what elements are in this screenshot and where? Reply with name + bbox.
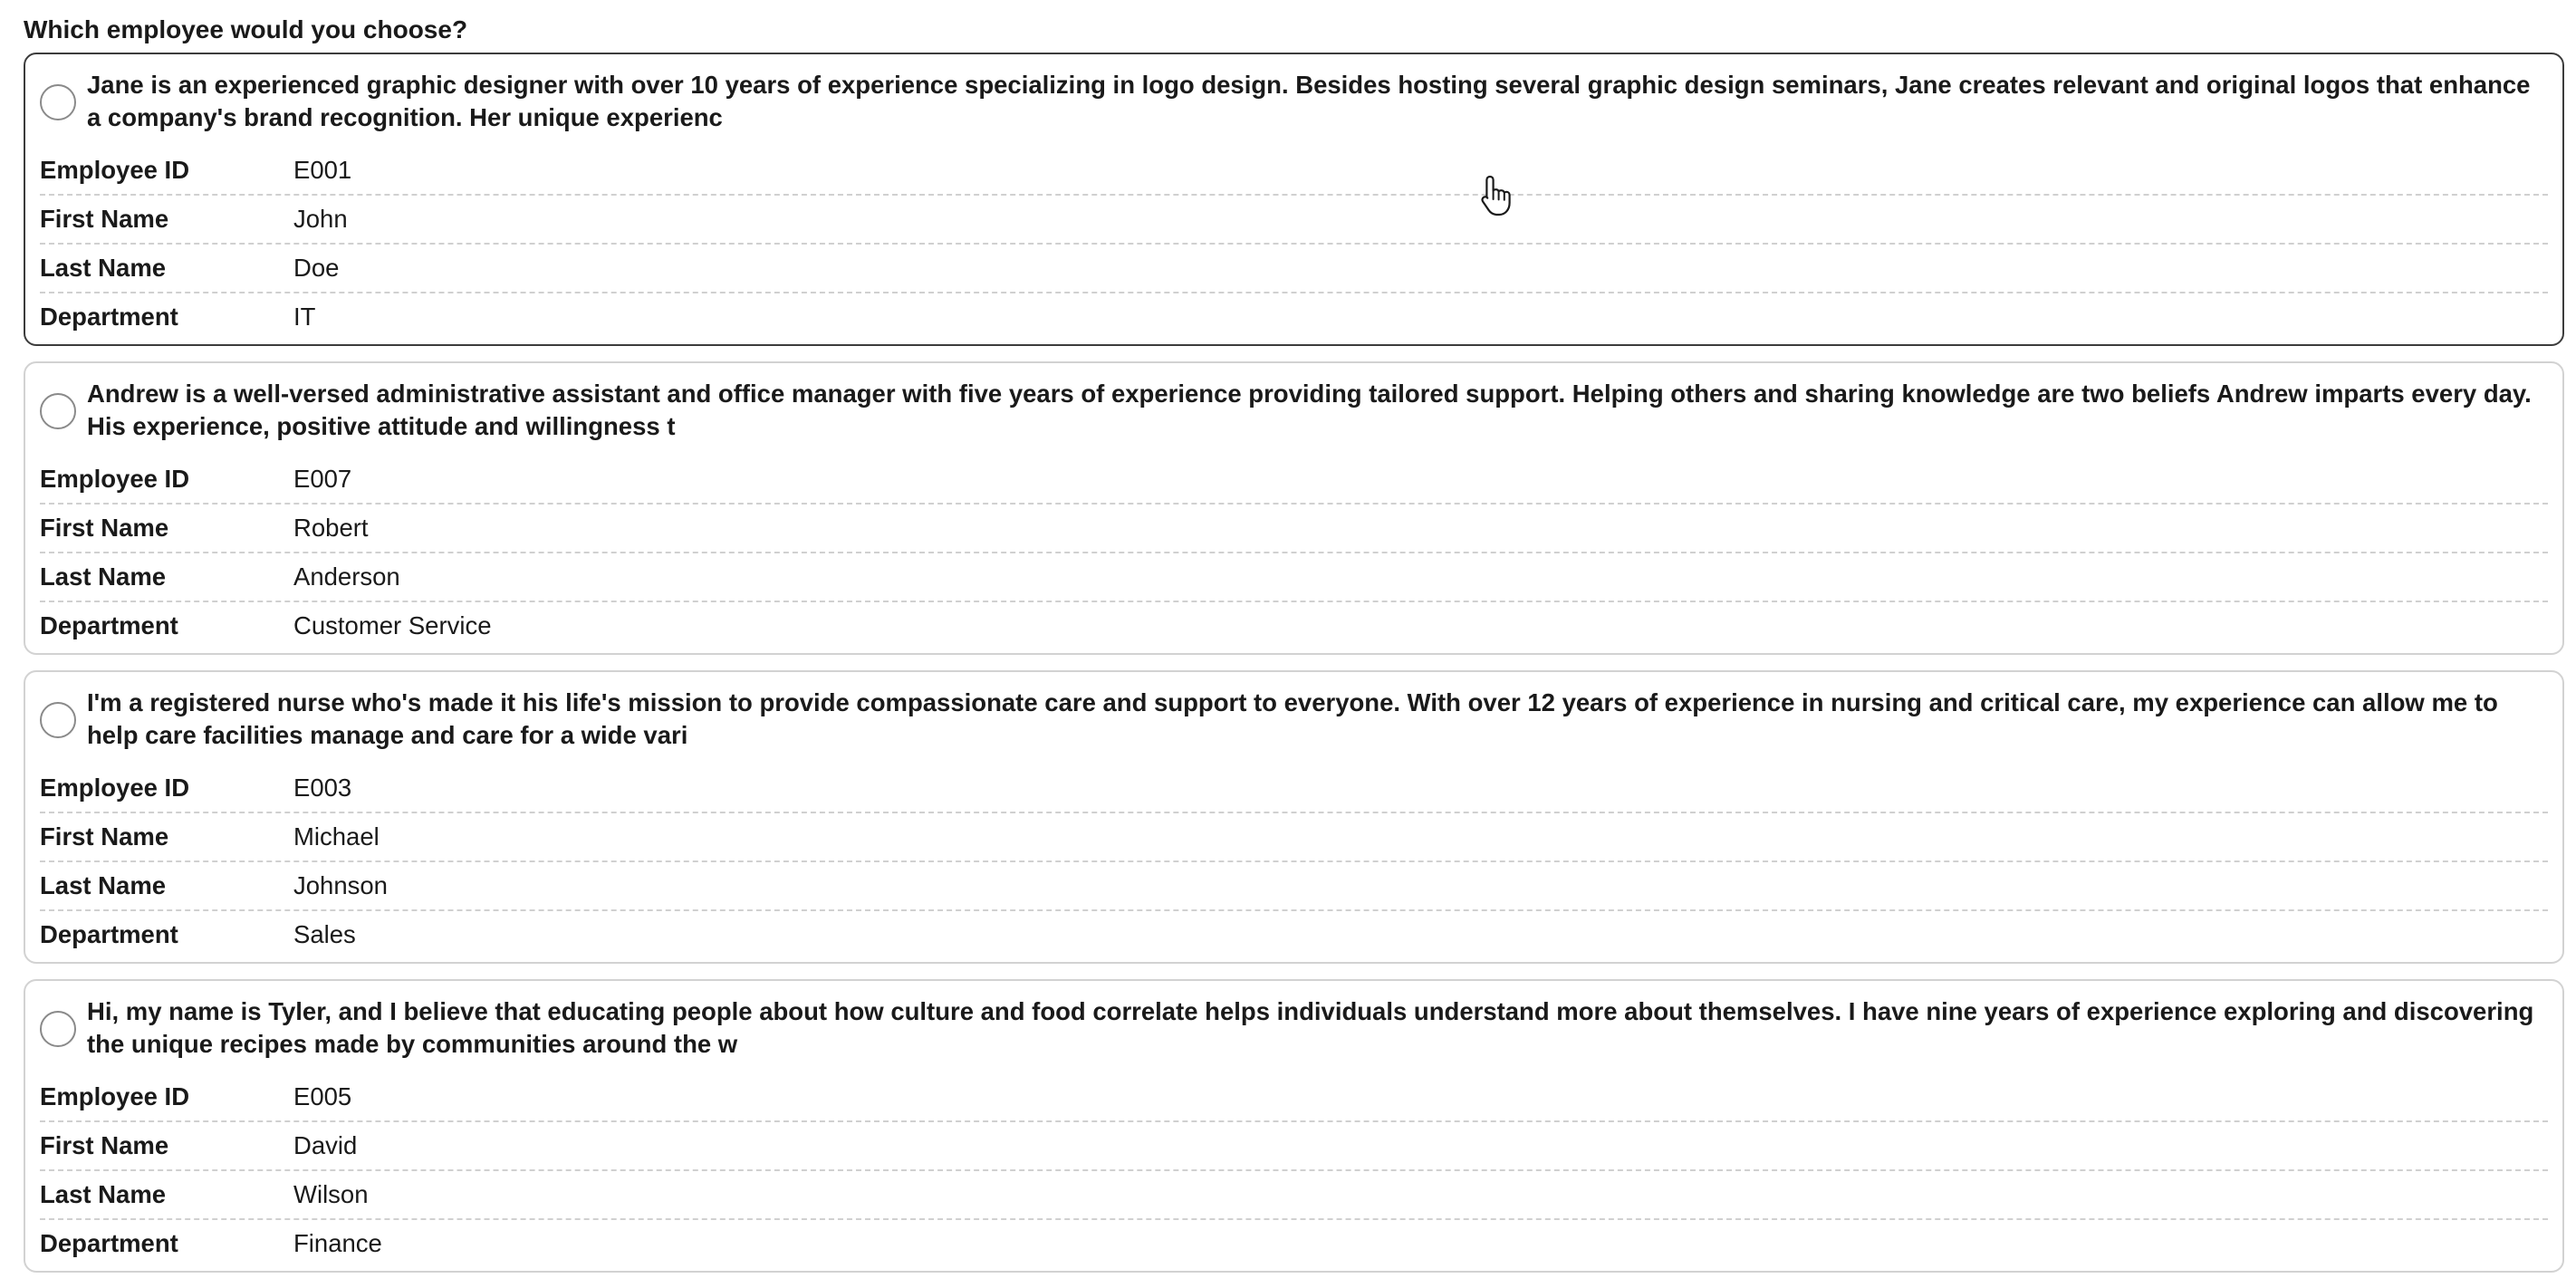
detail-label: First Name	[40, 205, 169, 233]
employee-details	[40, 456, 2548, 649]
detail-row-last-name	[40, 862, 2548, 911]
option-header	[40, 687, 2548, 764]
option-header	[40, 995, 2548, 1073]
detail-value: John	[293, 205, 348, 233]
option-summary: Andrew is a well-versed administrative assistant and office manager with five years of experience providing tailored support. Helping others and sharing knowledge are two beliefs Andrew imparts every day. His experience, positive attitude and willingness t	[87, 380, 2532, 440]
option-header	[40, 378, 2548, 456]
detail-label: Department	[40, 303, 178, 331]
detail-label: First Name	[40, 822, 169, 851]
detail-row-employee-id	[40, 1073, 2548, 1122]
detail-value: E005	[293, 1082, 352, 1110]
detail-label: First Name	[40, 514, 169, 542]
detail-label: Department	[40, 611, 178, 639]
detail-row-department	[40, 1220, 2548, 1267]
detail-row-employee-id	[40, 456, 2548, 505]
employee-details	[40, 764, 2548, 958]
detail-value: Customer Service	[293, 611, 492, 639]
detail-value: IT	[293, 303, 316, 331]
detail-row-last-name	[40, 245, 2548, 293]
detail-row-first-name	[40, 813, 2548, 862]
detail-label: Employee ID	[40, 156, 190, 184]
detail-row-first-name	[40, 505, 2548, 553]
detail-row-employee-id	[40, 764, 2548, 813]
option-summary: Hi, my name is Tyler, and I believe that educating people about how culture and food correlate helps individuals understand more about themselves. I have nine years of experience exploring and discovering the unique recipes made by communities around the w	[87, 997, 2534, 1058]
detail-label: Employee ID	[40, 1082, 190, 1110]
detail-label: Last Name	[40, 562, 167, 591]
option-header	[40, 69, 2548, 147]
detail-value: E003	[293, 774, 352, 802]
detail-label: Last Name	[40, 254, 167, 282]
detail-value: Anderson	[293, 562, 400, 591]
detail-value: Robert	[293, 514, 369, 542]
option-summary: Jane is an experienced graphic designer with over 10 years of experience specializing in logo design. Besides hosting several graphic design seminars, Jane creates relevant and original logos that enhance a company's brand recognition. Her unique experienc	[87, 71, 2531, 131]
detail-value: Johnson	[293, 871, 388, 899]
detail-label: Employee ID	[40, 774, 190, 802]
detail-label: Employee ID	[40, 465, 190, 493]
detail-row-last-name	[40, 553, 2548, 602]
detail-value: Doe	[293, 254, 340, 282]
detail-label: First Name	[40, 1131, 169, 1159]
employee-option-card[interactable]	[24, 53, 2564, 346]
employee-option-card[interactable]	[24, 979, 2564, 1273]
detail-row-last-name	[40, 1171, 2548, 1220]
detail-row-first-name	[40, 196, 2548, 245]
option-radio[interactable]	[40, 84, 76, 120]
detail-value: Finance	[293, 1229, 382, 1257]
detail-value: E001	[293, 156, 352, 184]
question-title: Which employee would you choose?	[24, 15, 468, 43]
detail-value: David	[293, 1131, 358, 1159]
detail-row-employee-id	[40, 147, 2548, 196]
option-radio[interactable]	[40, 702, 76, 738]
detail-label: Last Name	[40, 1180, 167, 1208]
detail-label: Last Name	[40, 871, 167, 899]
page	[24, 13, 2564, 1288]
detail-value: E007	[293, 465, 352, 493]
detail-row-department	[40, 911, 2548, 958]
detail-value: Michael	[293, 822, 380, 851]
detail-value: Wilson	[293, 1180, 369, 1208]
detail-label: Department	[40, 1229, 178, 1257]
option-radio[interactable]	[40, 393, 76, 429]
detail-label: Department	[40, 920, 178, 948]
employee-option-card[interactable]	[24, 670, 2564, 964]
employee-details	[40, 1073, 2548, 1267]
employee-details	[40, 147, 2548, 341]
detail-value: Sales	[293, 920, 356, 948]
option-radio[interactable]	[40, 1011, 76, 1047]
detail-row-department	[40, 602, 2548, 649]
detail-row-first-name	[40, 1122, 2548, 1171]
option-summary: I'm a registered nurse who's made it his life's mission to provide compassionate care and support to everyone. With over 12 years of experience in nursing and critical care, my experience can allow me to help care facilities manage and care for a wide vari	[87, 688, 2498, 749]
employee-option-card[interactable]	[24, 361, 2564, 655]
detail-row-department	[40, 293, 2548, 341]
